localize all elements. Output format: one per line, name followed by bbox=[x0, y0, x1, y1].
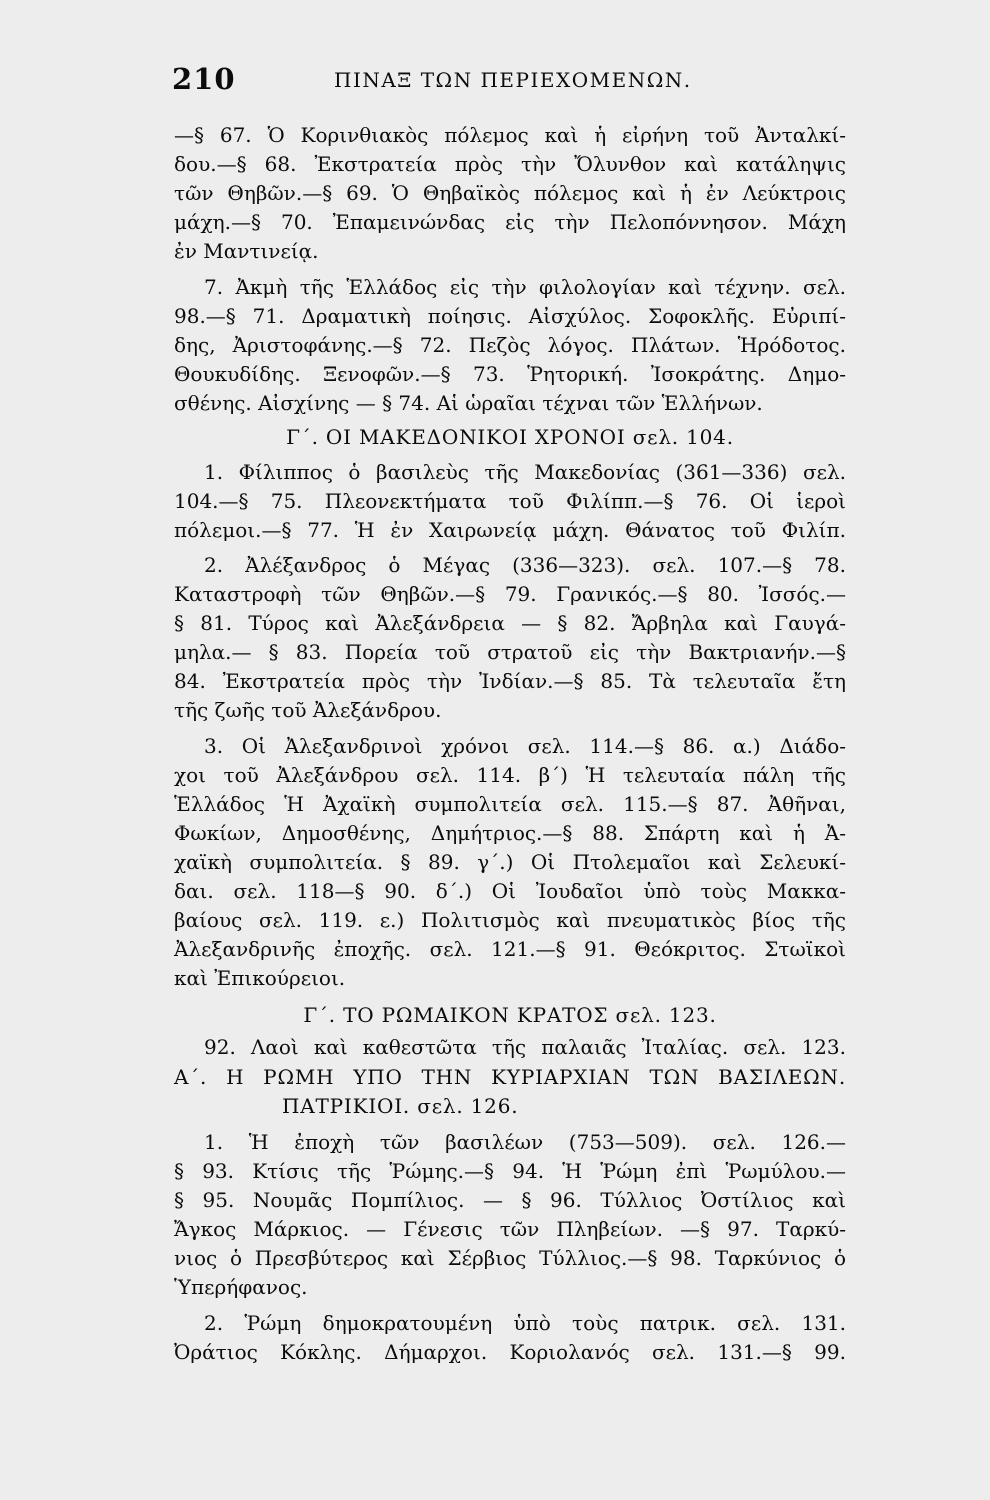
page-number: 210 bbox=[172, 62, 236, 96]
text-line: νιος ὁ Πρεσβύτερος καὶ Σέρβιος Τύλλιος.—§ 98. Ταρκύνιος ὁ bbox=[174, 1246, 846, 1270]
text-line: Ὀράτιος Κόκλης. Δήμαρχοι. Κοριολανός σελ. 131.—§ 99. bbox=[174, 1340, 846, 1364]
section-heading-continued: ΠΑΤΡΙΚΙΟΙ. σελ. 126. bbox=[282, 1094, 519, 1118]
text-line: 84. Ἐκστρατεία πρὸς τὴν Ἰνδίαν.—§ 85. Τὰ τελευταῖα ἔτη bbox=[174, 669, 846, 693]
section-heading: Γ΄. ΟΙ ΜΑΚΕΔΟΝΙΚΟΙ ΧΡΟΝΟΙ σελ. 104. bbox=[286, 425, 734, 449]
text-line: 1. Φίλιππος ὁ βασιλεὺς τῆς Μακεδονίας (361—336) σελ. bbox=[204, 460, 846, 484]
text-line: 1. Ἡ ἐποχὴ τῶν βασιλέων (753—509). σελ. 126.— bbox=[204, 1130, 846, 1154]
text-line: 2. Ῥώμη δημοκρατουμένη ὑπὸ τοὺς πατρικ. σελ. 131. bbox=[204, 1311, 846, 1335]
text-line: § 81. Τύρος καὶ Ἀλεξάνδρεια — § 82. Ἄρβηλα καὶ Γαυγά- bbox=[174, 611, 846, 635]
text-line: τῶν Θηβῶν.—§ 69. Ὁ Θηβαϊκὸς πόλεμος καὶ ἡ ἐν Λεύκτροις bbox=[174, 181, 846, 205]
text-line: δαι. σελ. 118—§ 90. δ΄.) Οἱ Ἰουδαῖοι ὑπὸ τοὺς Μακκα- bbox=[174, 879, 846, 903]
text-line: Ὑπερήφανος. bbox=[174, 1275, 308, 1299]
text-line: χοι τοῦ Ἀλεξάνδρου σελ. 114. β΄) Ἡ τελευταία πάλη τῆς bbox=[174, 763, 846, 787]
text-line: μηλα.— § 83. Πορεία τοῦ στρατοῦ εἰς τὴν Βακτριανήν.—§ bbox=[174, 640, 846, 664]
text-line: —§ 67. Ὁ Κορινθιακὸς πόλεμος καὶ ἡ εἰρήνη τοῦ Ἀνταλκί- bbox=[174, 123, 846, 147]
text-line: τῆς ζωῆς τοῦ Ἀλεξάνδρου. bbox=[174, 698, 442, 722]
text-line: Ἀλεξανδρινῆς ἐποχῆς. σελ. 121.—§ 91. Θεόκριτος. Στωϊκοὶ bbox=[174, 937, 846, 961]
text-line: καὶ Ἐπικούρειοι. bbox=[174, 966, 346, 990]
text-line: μάχη.—§ 70. Ἐπαμεινώνδας εἰς τὴν Πελοπόννησον. Μάχη bbox=[174, 210, 846, 234]
text-line: Ἄγκος Μάρκιος. — Γένεσις τῶν Πληβείων. —§ 97. Ταρκύ- bbox=[174, 1217, 846, 1241]
running-title: ΠΙΝΑΞ ΤΩΝ ΠΕΡΙΕΧΟΜΕΝΩΝ. bbox=[334, 68, 692, 92]
text-line: σθένης. Αἰσχίνης — § 74. Αἱ ὡραῖαι τέχναι τῶν Ἑλλήνων. bbox=[174, 391, 763, 415]
section-heading: Α΄. Η ΡΩΜΗ ΥΠΟ ΤΗΝ ΚΥΡΙΑΡΧΙΑΝ ΤΩΝ ΒΑΣΙΛΕΩΝ. bbox=[174, 1065, 846, 1089]
text-line: 2. Ἀλέξανδρος ὁ Μέγας (336—323). σελ. 107.—§ 78. bbox=[204, 553, 846, 577]
text-line: 92. Λαοὶ καὶ καθεστῶτα τῆς παλαιᾶς Ἰταλίας. σελ. 123. bbox=[204, 1035, 846, 1059]
text-line: πόλεμοι.—§ 77. Ἡ ἐν Χαιρωνείᾳ μάχη. Θάνατος τοῦ Φιλίπ. bbox=[174, 518, 846, 542]
text-line: χαϊκὴ συμπολιτεία. § 89. γ΄.) Οἱ Πτολεμαῖοι καὶ Σελευκί- bbox=[174, 850, 846, 874]
page-header bbox=[172, 62, 812, 102]
text-line: δου.—§ 68. Ἐκστρατεία πρὸς τὴν Ὄλυνθον καὶ κατάληψις bbox=[174, 152, 846, 176]
text-line: Θουκυδίδης. Ξενοφῶν.—§ 73. Ῥητορική. Ἰσοκράτης. Δημο- bbox=[174, 362, 846, 386]
text-line: § 93. Κτίσις τῆς Ῥώμης.—§ 94. Ἡ Ῥώμη ἐπὶ Ῥωμύλου.— bbox=[174, 1159, 846, 1183]
text-line: 3. Οἱ Ἀλεξανδρινοὶ χρόνοι σελ. 114.—§ 86. α.) Διάδο- bbox=[204, 734, 846, 758]
text-line: 98.—§ 71. Δραματικὴ ποίησις. Αἰσχύλος. Σοφοκλῆς. Εὐριπί- bbox=[174, 304, 846, 328]
text-line: § 95. Νουμᾶς Πομπίλιος. — § 96. Τύλλιος Ὀστίλιος καὶ bbox=[174, 1188, 846, 1212]
text-line: βαίους σελ. 119. ε.) Πολιτισμὸς καὶ πνευματικὸς βίος τῆς bbox=[174, 908, 846, 932]
text-line: δης, Ἀριστοφάνης.—§ 72. Πεζὸς λόγος. Πλάτων. Ἡρόδοτος. bbox=[174, 333, 846, 357]
section-heading: Γ΄. ΤΟ ΡΩΜΑΙΚΟΝ ΚΡΑΤΟΣ σελ. 123. bbox=[303, 1003, 717, 1027]
text-line: ἐν Μαντινείᾳ. bbox=[174, 239, 319, 263]
text-line: Καταστροφὴ τῶν Θηβῶν.—§ 79. Γρανικός.—§ 80. Ἰσσός.— bbox=[174, 582, 846, 606]
text-line: 104.—§ 75. Πλεονεκτήματα τοῦ Φιλίππ.—§ 76. Οἱ ἱεροὶ bbox=[174, 489, 846, 513]
text-line: Φωκίων, Δημοσθένης, Δημήτριος.—§ 88. Σπάρτη καὶ ἡ Ἀ- bbox=[174, 821, 846, 845]
text-line: Ἑλλάδος Ἡ Ἀχαϊκὴ συμπολιτεία σελ. 115.—§ 87. Ἀθῆναι, bbox=[174, 792, 846, 816]
text-line: 7. Ἀκμὴ τῆς Ἑλλάδος εἰς τὴν φιλολογίαν καὶ τέχνην. σελ. bbox=[204, 275, 846, 299]
